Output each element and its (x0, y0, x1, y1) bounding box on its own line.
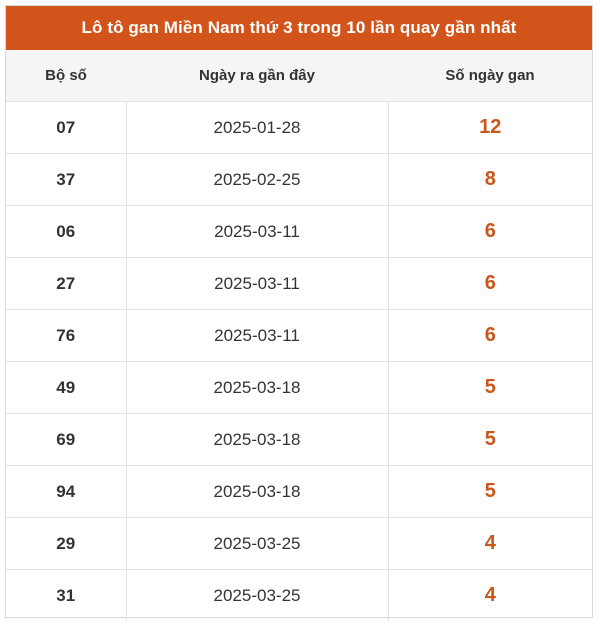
column-header-number: Bộ số (6, 50, 126, 102)
table-body (6, 102, 592, 622)
table-title: Lô tô gan Miền Nam thứ 3 trong 10 lần quay gần nhất (6, 6, 592, 50)
row-date: 2025-02-25 (126, 154, 388, 206)
row-date: 2025-03-11 (126, 258, 388, 310)
table-row (6, 466, 592, 518)
table-row (6, 518, 592, 570)
row-number: 31 (56, 585, 76, 605)
row-days: 5 (388, 414, 592, 466)
row-days: 6 (388, 258, 592, 310)
row-days: 6 (388, 310, 592, 362)
table-row (6, 154, 592, 206)
row-date: 2025-03-11 (126, 206, 388, 258)
row-date: 2025-03-25 (126, 518, 388, 570)
row-date: 2025-03-18 (126, 362, 388, 414)
lottery-gan-table-panel (5, 5, 593, 618)
column-header-days: Số ngày gan (388, 50, 592, 102)
row-date: 2025-03-11 (126, 310, 388, 362)
column-header-date: Ngày ra gần đây (126, 50, 388, 102)
table-row (6, 102, 592, 154)
row-number: 69 (6, 414, 126, 466)
row-date: 2025-03-18 (126, 466, 388, 518)
row-days: 4 (388, 518, 592, 570)
row-number: 29 (6, 518, 126, 570)
row-date: 2025-03-25 (126, 570, 388, 622)
row-date: 2025-01-28 (126, 102, 388, 154)
row-days: 8 (388, 154, 592, 206)
row-number: 27 (6, 258, 126, 310)
row-date: 2025-03-18 (126, 414, 388, 466)
gan-table (6, 50, 592, 621)
row-days: 6 (388, 206, 592, 258)
row-number: 94 (6, 466, 126, 518)
table-header (6, 50, 592, 102)
row-days: 5 (388, 466, 592, 518)
row-number: 49 (6, 362, 126, 414)
table-row (6, 310, 592, 362)
row-days: 4 (388, 570, 592, 622)
table-row (6, 414, 592, 466)
table-row (6, 206, 592, 258)
table-row (6, 570, 592, 622)
row-days: 12 (388, 102, 592, 154)
table-row (6, 258, 592, 310)
row-number: 06 (6, 206, 126, 258)
table-row (6, 362, 592, 414)
header-row (6, 50, 592, 102)
row-number: 76 (6, 310, 126, 362)
row-days: 5 (388, 362, 592, 414)
row-number: 37 (6, 154, 126, 206)
row-number: 07 (6, 102, 126, 154)
